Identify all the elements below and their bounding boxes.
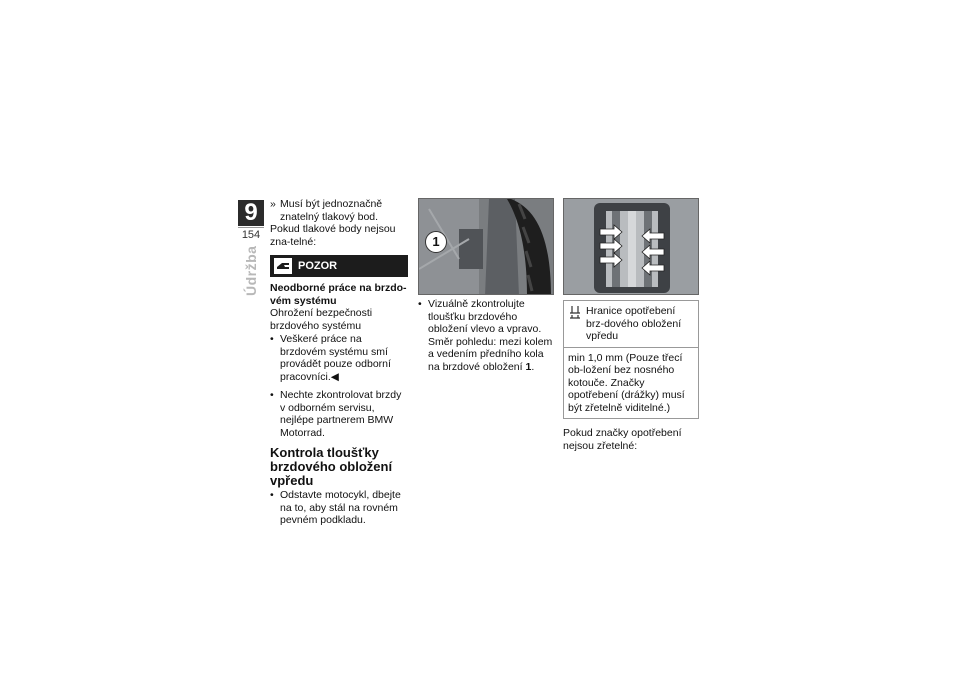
- brake-wheel-photo: [418, 198, 554, 295]
- warning-text: Ohrožení bezpečnosti brzdového systému: [270, 307, 373, 332]
- chapter-tab: [238, 200, 264, 241]
- warning-bar: [270, 255, 408, 277]
- callout-1: 1: [425, 231, 447, 253]
- wear-limit-icon: [568, 305, 586, 343]
- warning-hand-icon: [274, 258, 292, 274]
- page-number: 154: [238, 227, 264, 241]
- column-3: [563, 198, 699, 452]
- chapter-number: 9: [238, 200, 264, 226]
- result-line: » Musí být jednoznačně znatelný tlakový bod.: [270, 198, 408, 223]
- wear-limit-header: [564, 301, 698, 348]
- list-item: • Odstavte motocykl, dbejte na to, aby stál na rovném pevném podkladu.: [270, 489, 408, 527]
- after-text: Pokud značky opotřebení nejsou zřetelné:: [563, 427, 682, 452]
- bullet-text: Vizuálně zkontrolujte tloušťku brzdového obložení vlevo a vpravo. Směr pohledu: mezi kolem a vedením předního kola na brzdové obložení: [428, 298, 553, 373]
- wear-limit-value: min 1,0 mm (Pouze třecí ob-ložení bez nosného kotouče. Značky opotřebení (drážky) musí být zřetelně viditelné.): [568, 351, 685, 414]
- wear-limit-title: Hranice opotřebení brz-dového obložení vpředu: [586, 305, 682, 342]
- column-1: [270, 198, 408, 527]
- section-title: Údržba: [243, 245, 259, 296]
- reference-number: 1: [525, 360, 532, 373]
- warning-title: Neodborné práce na brzdo-vém systému: [270, 282, 407, 307]
- brake-pad-photo: [563, 198, 699, 295]
- column-2: [418, 198, 554, 373]
- wear-limit-box: [563, 300, 699, 419]
- list-item: [418, 298, 554, 373]
- intro-text: Pokud tlakové body nejsou zna-telné:: [270, 223, 396, 248]
- list-item: • Veškeré práce na brzdovém systému smí provádět pouze odborní pracovníci.◀: [270, 333, 408, 383]
- bullet-end: .: [531, 360, 535, 373]
- warning-label: POZOR: [298, 259, 338, 272]
- list-item: • Nechte zkontrolovat brzdy v odborném servisu, nejlépe partnerem BMW Motorrad.: [270, 389, 408, 439]
- section-heading: Kontrola tloušťky brzdového obložení vpředu: [270, 445, 393, 488]
